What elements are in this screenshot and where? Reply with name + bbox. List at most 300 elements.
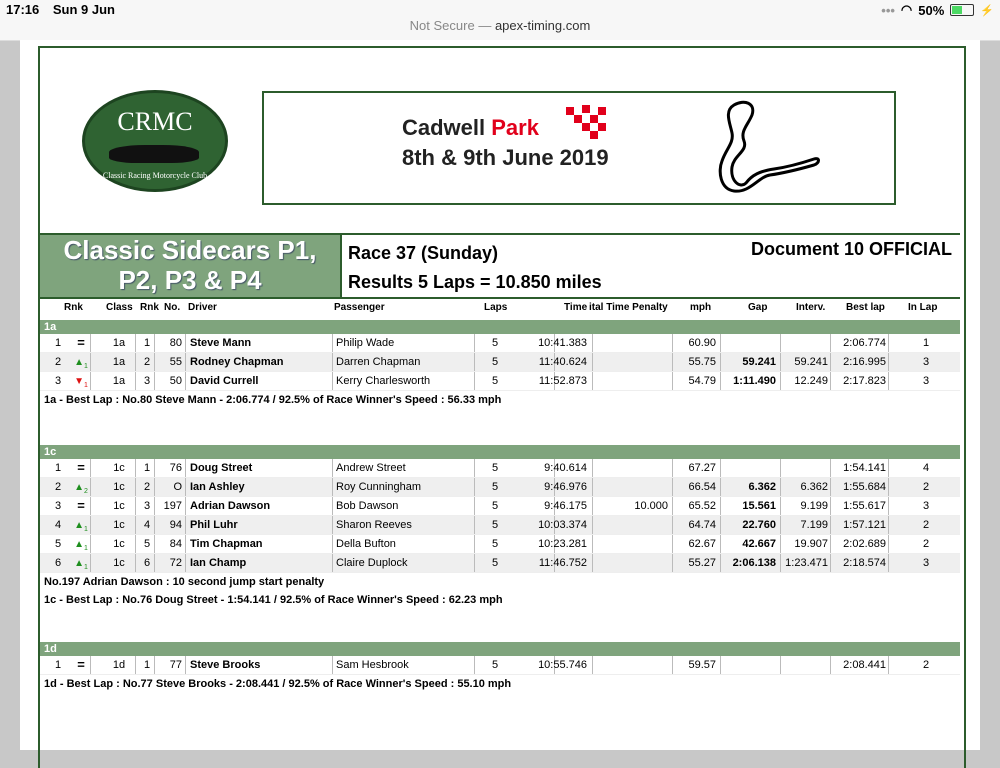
column-divider: [154, 554, 155, 572]
column-headers: [40, 302, 960, 316]
column-divider: [332, 497, 333, 515]
position-change-icon: [70, 459, 92, 477]
cell-inlap: 3: [922, 375, 930, 387]
cell-time: 10:23.281: [538, 538, 587, 550]
cell-laps: 5: [491, 356, 499, 368]
cell-crnk: 1: [143, 337, 151, 349]
cell-cls: 1c: [113, 538, 125, 550]
table-row[interactable]: [40, 516, 960, 535]
column-divider: [888, 353, 889, 371]
checkered-flag-icon: [562, 103, 614, 145]
cell-interv: [782, 459, 828, 477]
battery-icon: [950, 4, 974, 16]
position-change-icon: [70, 478, 92, 496]
position-change-icon: [70, 497, 92, 515]
cell-interv: 12.249: [794, 375, 828, 387]
cell-time: 10:41.383: [538, 337, 587, 349]
column-divider: [135, 656, 136, 674]
cell-passenger: Sam Hesbrook: [336, 659, 409, 671]
column-divider: [780, 353, 781, 371]
cell-inlap: 2: [922, 481, 930, 493]
column-divider: [185, 372, 186, 390]
column-divider: [888, 554, 889, 572]
cell-time: 10:03.374: [538, 519, 587, 531]
column-divider: [592, 459, 593, 477]
cell-penalty: [596, 554, 668, 572]
cell-rnk: 3: [54, 375, 62, 387]
cell-gap: 2:06.138: [732, 557, 776, 569]
cell-passenger: Darren Chapman: [336, 356, 421, 368]
position-change-amount: 2: [84, 488, 88, 495]
cell-time: 11:40.624: [538, 356, 587, 368]
cell-interv: [782, 334, 828, 352]
status-bar: [0, 0, 1000, 18]
cell-penalty: [596, 535, 668, 553]
event-banner: [40, 48, 960, 234]
column-divider: [592, 535, 593, 553]
cell-best: 1:55.684: [843, 481, 886, 493]
no-change-icon: =: [77, 460, 85, 475]
column-header: Interv.: [796, 302, 826, 313]
column-header: ital Time Penalty: [589, 302, 668, 313]
cell-penalty: [596, 459, 668, 477]
column-header: Time: [564, 302, 588, 313]
status-time: 17:16: [6, 2, 40, 17]
position-change-icon: [70, 656, 92, 674]
cell-gap: [720, 334, 776, 352]
column-header: Gap: [748, 302, 768, 313]
column-divider: [154, 353, 155, 371]
column-divider: [672, 516, 673, 534]
cell-penalty: [596, 516, 668, 534]
column-divider: [332, 656, 333, 674]
cell-interv: 6.362: [800, 481, 828, 493]
column-header: Rnk: [140, 302, 159, 313]
column-divider: [830, 334, 831, 352]
column-header: Class: [106, 302, 133, 313]
venue-name-a: Cadwell: [402, 115, 492, 140]
cell-driver: Doug Street: [190, 462, 253, 474]
cell-cls: 1c: [113, 557, 125, 569]
cell-mph: 55.75: [688, 356, 716, 368]
table-row[interactable]: [40, 372, 960, 391]
cell-mph: 55.27: [688, 557, 716, 569]
cell-time: 9:46.976: [544, 481, 587, 493]
column-divider: [830, 535, 831, 553]
cell-mph: 54.79: [688, 375, 716, 387]
table-row[interactable]: [40, 497, 960, 516]
cell-crnk: 2: [143, 481, 151, 493]
cell-rnk: 3: [54, 500, 62, 512]
cell-mph: 65.52: [688, 500, 716, 512]
race-title-row: [40, 233, 960, 299]
cell-cls: 1d: [112, 659, 126, 671]
cell-driver: Rodney Chapman: [190, 356, 284, 368]
cell-cls: 1c: [113, 462, 125, 474]
battery-percent: 50%: [918, 2, 945, 18]
column-divider: [672, 478, 673, 496]
column-divider: [592, 478, 593, 496]
cell-passenger: Claire Duplock: [336, 557, 408, 569]
column-divider: [672, 497, 673, 515]
column-divider: [672, 459, 673, 477]
cell-no: 50: [169, 375, 182, 387]
position-change-amount: 1: [84, 564, 88, 571]
column-divider: [332, 478, 333, 496]
cell-penalty: [596, 353, 668, 371]
cell-gap: 22.760: [742, 519, 776, 531]
cell-driver: Steve Brooks: [190, 659, 261, 671]
table-row[interactable]: [40, 554, 960, 573]
cell-gap: 15.561: [742, 500, 776, 512]
cell-penalty: [596, 372, 668, 390]
cell-time: 9:46.175: [544, 500, 587, 512]
arrow-up-icon: $▲_1$: [74, 520, 88, 533]
cell-inlap: 1: [922, 337, 930, 349]
cell-gap: [720, 656, 776, 674]
column-divider: [332, 459, 333, 477]
race-info: [348, 239, 602, 297]
cell-no: 84: [169, 538, 182, 550]
cell-best: 1:55.617: [843, 500, 886, 512]
cell-passenger: Andrew Street: [336, 462, 406, 474]
column-divider: [888, 459, 889, 477]
column-divider: [888, 497, 889, 515]
cell-inlap: 3: [922, 557, 930, 569]
arrow-up-icon: $▲_1$: [74, 539, 88, 552]
battery-fill: [952, 6, 962, 14]
cell-laps: 5: [491, 659, 499, 671]
cell-inlap: 2: [922, 659, 930, 671]
cell-mph: 60.90: [688, 337, 716, 349]
column-divider: [830, 478, 831, 496]
column-divider: [592, 516, 593, 534]
status-date: Sun 9 Jun: [52, 2, 115, 17]
column-divider: [185, 478, 186, 496]
cell-rnk: 1: [54, 462, 62, 474]
column-header: Laps: [484, 302, 508, 313]
column-header: Passenger: [334, 302, 385, 313]
position-change-icon: [70, 353, 92, 371]
arrow-down-icon: $▼_1$: [74, 376, 88, 389]
column-divider: [672, 656, 673, 674]
column-divider: [185, 516, 186, 534]
column-divider: [672, 353, 673, 371]
column-divider: [672, 372, 673, 390]
position-change-icon: [70, 554, 92, 572]
cell-laps: 5: [491, 462, 499, 474]
class-group: [40, 642, 960, 693]
cell-no: O: [173, 481, 182, 493]
cell-laps: 5: [491, 481, 499, 493]
column-divider: [154, 334, 155, 352]
cell-no: 77: [169, 659, 182, 671]
class-title-line1: Classic Sidecars P1,: [63, 235, 317, 265]
column-divider: [888, 334, 889, 352]
no-change-icon: =: [77, 498, 85, 513]
cell-best: 2:06.774: [843, 337, 886, 349]
column-divider: [830, 497, 831, 515]
cell-time: 9:40.614: [544, 462, 587, 474]
position-change-amount: 1: [84, 545, 88, 552]
column-divider: [185, 656, 186, 674]
cell-best: 2:08.441: [843, 659, 886, 671]
column-divider: [332, 535, 333, 553]
column-divider: [332, 554, 333, 572]
cell-time: 10:55.746: [538, 659, 587, 671]
class-group-header: 1c: [40, 445, 960, 459]
column-divider: [185, 554, 186, 572]
class-group: [40, 320, 960, 409]
column-header: Rnk: [64, 302, 83, 313]
column-header: Best lap: [846, 302, 885, 313]
class-title-line2: P2, P3 & P4: [118, 265, 262, 295]
cell-laps: 5: [491, 500, 499, 512]
column-divider: [592, 656, 593, 674]
table-row[interactable]: [40, 334, 960, 353]
column-divider: [672, 535, 673, 553]
cell-driver: Ian Champ: [190, 557, 247, 569]
cell-crnk: 1: [143, 462, 151, 474]
cell-driver: Tim Chapman: [190, 538, 263, 550]
column-divider: [154, 459, 155, 477]
column-divider: [185, 353, 186, 371]
cell-interv: 1:23.471: [785, 557, 828, 569]
cell-gap: 6.362: [748, 481, 776, 493]
column-divider: [830, 372, 831, 390]
cell-rnk: 2: [54, 356, 62, 368]
cell-crnk: 3: [143, 500, 151, 512]
url-host: apex-timing.com: [494, 18, 591, 33]
column-divider: [830, 459, 831, 477]
cell-cls: 1a: [112, 356, 126, 368]
cell-crnk: 3: [143, 375, 151, 387]
column-divider: [780, 459, 781, 477]
track-map-icon: [704, 97, 824, 197]
cell-laps: 5: [491, 557, 499, 569]
race-name: Race 37 (Sunday): [348, 243, 499, 263]
cell-penalty: [596, 478, 668, 496]
column-divider: [332, 372, 333, 390]
column-divider: [780, 656, 781, 674]
column-divider: [154, 478, 155, 496]
column-divider: [888, 372, 889, 390]
column-divider: [185, 459, 186, 477]
column-divider: [592, 372, 593, 390]
cell-cls: 1a: [112, 337, 126, 349]
column-divider: [185, 334, 186, 352]
cell-driver: Ian Ashley: [190, 481, 245, 493]
arrow-up-icon: $▲_1$: [74, 558, 88, 571]
dots-icon: •••: [881, 2, 895, 18]
sidecar-rider-icon: [109, 145, 199, 163]
cell-interv: [782, 656, 828, 674]
table-row[interactable]: [40, 656, 960, 675]
column-divider: [592, 353, 593, 371]
cell-interv: 19.907: [794, 538, 828, 550]
cell-gap: 42.667: [742, 538, 776, 550]
column-divider: [332, 516, 333, 534]
column-divider: [888, 478, 889, 496]
cell-crnk: 6: [143, 557, 151, 569]
logo-subtext: Classic Racing Motorcycle Club: [102, 171, 208, 180]
cell-penalty: [596, 334, 668, 352]
column-divider: [332, 353, 333, 371]
cell-no: 94: [169, 519, 182, 531]
column-divider: [135, 554, 136, 572]
cell-inlap: 4: [922, 462, 930, 474]
column-header: Driver: [188, 302, 217, 313]
column-divider: [185, 535, 186, 553]
cell-passenger: Roy Cunningham: [336, 481, 421, 493]
group-note: 1c - Best Lap : No.76 Doug Street - 1:54.141 / 92.5% of Race Winner's Speed : 62.23 mph: [44, 594, 503, 606]
cell-best: 1:57.121: [843, 519, 886, 531]
logo-text: CRMC: [117, 107, 193, 136]
cell-crnk: 5: [143, 538, 151, 550]
cell-passenger: Sharon Reeves: [336, 519, 412, 531]
column-divider: [135, 334, 136, 352]
cell-best: 2:16.995: [843, 356, 886, 368]
venue-name-b: Park: [491, 115, 539, 140]
cell-passenger: Bob Dawson: [336, 500, 399, 512]
cell-interv: 7.199: [800, 519, 828, 531]
column-divider: [672, 334, 673, 352]
column-divider: [135, 535, 136, 553]
cell-rnk: 4: [54, 519, 62, 531]
cell-no: 55: [169, 356, 182, 368]
cell-passenger: Della Bufton: [336, 538, 396, 550]
cell-interv: 59.241: [794, 356, 828, 368]
cell-crnk: 4: [143, 519, 151, 531]
results-document: [20, 40, 980, 750]
cell-rnk: 5: [54, 538, 62, 550]
cell-crnk: 1: [143, 659, 151, 671]
column-divider: [592, 497, 593, 515]
column-divider: [135, 353, 136, 371]
cell-cls: 1c: [113, 481, 125, 493]
table-row[interactable]: [40, 478, 960, 497]
position-change-icon: [70, 334, 92, 352]
no-change-icon: =: [77, 335, 85, 350]
column-divider: [888, 656, 889, 674]
position-change-icon: [70, 535, 92, 553]
wifi-icon: ◠: [900, 2, 913, 17]
table-row[interactable]: [40, 535, 960, 554]
crmc-logo: [82, 90, 228, 192]
arrow-up-icon: $▲_1$: [74, 357, 88, 370]
column-divider: [185, 497, 186, 515]
cell-mph: 66.54: [688, 481, 716, 493]
column-divider: [830, 656, 831, 674]
race-results-summary: Results 5 Laps = 10.850 miles: [348, 272, 602, 292]
column-divider: [154, 372, 155, 390]
column-header: In Lap: [908, 302, 938, 313]
cell-penalty: [596, 656, 668, 674]
group-note: No.197 Adrian Dawson : 10 second jump start penalty: [44, 576, 325, 588]
cell-best: 2:02.689: [843, 538, 886, 550]
arrow-up-icon: $▲_2$: [74, 482, 88, 495]
column-divider: [888, 516, 889, 534]
no-change-icon: =: [77, 657, 85, 672]
cell-mph: 59.57: [688, 659, 716, 671]
column-divider: [780, 554, 781, 572]
class-group-header: 1d: [40, 642, 960, 656]
cell-laps: 5: [491, 519, 499, 531]
charging-icon: ⚡: [980, 4, 994, 17]
cell-driver: Steve Mann: [190, 337, 252, 349]
cell-passenger: Philip Wade: [336, 337, 395, 349]
cell-gap: [720, 459, 776, 477]
table-row[interactable]: [40, 459, 960, 478]
column-divider: [780, 535, 781, 553]
column-header: No.: [164, 302, 181, 313]
cell-mph: 67.27: [688, 462, 716, 474]
cell-gap: 59.241: [742, 356, 776, 368]
cell-cls: 1a: [112, 375, 126, 387]
table-row[interactable]: [40, 353, 960, 372]
column-divider: [135, 478, 136, 496]
column-divider: [135, 497, 136, 515]
cell-best: 1:54.141: [843, 462, 886, 474]
document-status: Document 10 OFFICIAL: [750, 239, 952, 259]
cell-no: 72: [169, 557, 182, 569]
column-divider: [888, 535, 889, 553]
cell-inlap: 3: [922, 356, 930, 368]
cell-inlap: 2: [922, 538, 930, 550]
cell-inlap: 3: [922, 500, 930, 512]
cell-laps: 5: [491, 538, 499, 550]
class-group-header: 1a: [40, 320, 960, 334]
cell-passenger: Kerry Charlesworth: [336, 375, 431, 387]
cell-driver: Adrian Dawson: [190, 500, 271, 512]
cell-rnk: 1: [54, 337, 62, 349]
cell-cls: 1c: [113, 500, 125, 512]
column-divider: [154, 535, 155, 553]
cell-gap: 1:11.490: [733, 375, 776, 387]
column-divider: [154, 656, 155, 674]
column-divider: [780, 497, 781, 515]
cell-rnk: 1: [54, 659, 62, 671]
cell-mph: 64.74: [688, 519, 716, 531]
column-divider: [135, 459, 136, 477]
column-divider: [592, 554, 593, 572]
position-change-amount: 1: [84, 526, 88, 533]
cell-interv: 9.199: [800, 500, 828, 512]
cell-driver: Phil Luhr: [190, 519, 238, 531]
position-change-amount: 1: [84, 382, 88, 389]
cell-best: 2:18.574: [843, 557, 886, 569]
column-divider: [672, 554, 673, 572]
event-info-box: [262, 91, 896, 205]
address-bar[interactable]: [0, 18, 1000, 41]
column-divider: [154, 497, 155, 515]
class-title: [40, 235, 342, 297]
cell-no: 80: [169, 337, 182, 349]
venue-name: [402, 115, 539, 141]
cell-rnk: 6: [54, 557, 62, 569]
cell-cls: 1c: [113, 519, 125, 531]
cell-mph: 62.67: [688, 538, 716, 550]
cell-laps: 5: [491, 375, 499, 387]
column-divider: [135, 516, 136, 534]
event-dates: 8th & 9th June 2019: [402, 145, 609, 170]
cell-penalty: 10.000: [634, 500, 668, 512]
cell-driver: David Currell: [190, 375, 259, 387]
not-secure-label: Not Secure —: [409, 18, 495, 33]
column-divider: [592, 334, 593, 352]
position-change-amount: 1: [84, 363, 88, 370]
cell-crnk: 2: [143, 356, 151, 368]
